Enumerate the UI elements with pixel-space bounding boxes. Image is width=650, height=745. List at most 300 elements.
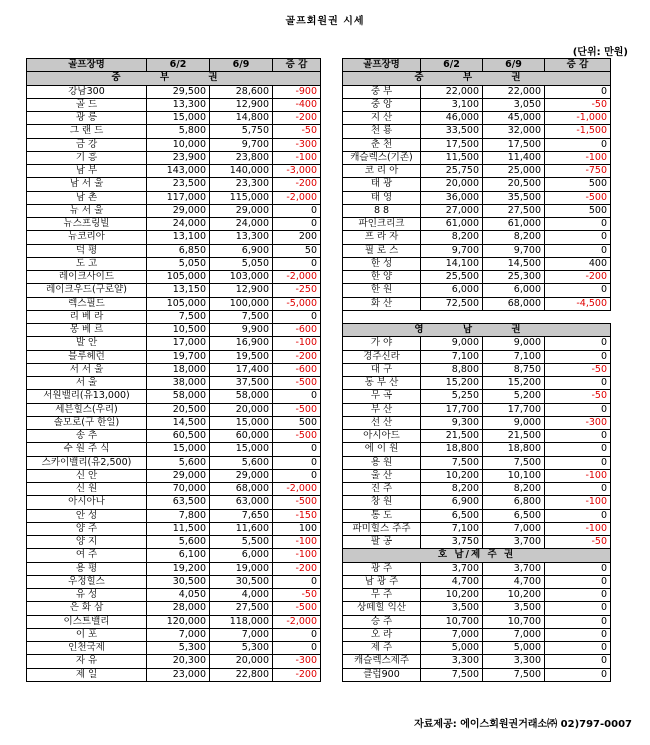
price-6-9: 29,000 [210,204,273,217]
price-6-2: 7,100 [421,522,483,535]
price-6-9: 21,500 [483,430,545,443]
price-change: -100 [273,549,321,562]
price-change: 500 [545,204,611,217]
table-row [27,483,321,496]
price-change: -500 [273,403,321,416]
price-6-9: 14,500 [483,257,545,270]
price-6-9: 20,000 [210,655,273,668]
table-row [27,231,321,244]
price-change: -1,000 [545,112,611,125]
table-row [27,218,321,231]
price-change: -600 [273,363,321,376]
price-6-9: 25,000 [483,165,545,178]
price-change: -200 [273,350,321,363]
price-6-9: 15,000 [210,443,273,456]
club-name: 지 산 [343,112,421,125]
table-row [343,244,611,257]
price-6-9: 7,500 [483,668,545,681]
price-6-2: 120,000 [147,615,210,628]
price-change: 0 [545,655,611,668]
header-date1: 6/2 [147,59,210,72]
price-6-2: 33,500 [421,125,483,138]
club-name: 광 릉 [27,112,147,125]
table-row [27,151,321,164]
price-change: -500 [273,602,321,615]
table-row [343,337,611,350]
price-change: 0 [545,642,611,655]
price-6-9: 24,000 [210,218,273,231]
table-row [343,628,611,641]
club-name: 송 추 [27,430,147,443]
price-6-9: 20,000 [210,403,273,416]
price-change: 0 [545,403,611,416]
club-name: 인천국제 [27,642,147,655]
price-6-2: 5,250 [421,390,483,403]
price-6-9: 7,000 [483,522,545,535]
price-6-2: 7,000 [147,628,210,641]
price-6-9: 7,000 [210,628,273,641]
price-6-9: 6,000 [210,549,273,562]
price-change: 0 [545,575,611,588]
price-change: -300 [273,655,321,668]
club-name: 안 성 [27,509,147,522]
club-name: 남 광 주 [343,575,421,588]
price-6-9: 5,600 [210,456,273,469]
price-6-2: 6,000 [421,284,483,297]
price-6-9: 23,300 [210,178,273,191]
table-row [343,284,611,297]
club-name: 서 서 울 [27,363,147,376]
club-name: 프 라 자 [343,231,421,244]
price-change: 500 [273,416,321,429]
price-6-9: 6,900 [210,244,273,257]
price-change: -50 [545,363,611,376]
club-name: 이 포 [27,628,147,641]
price-change: 400 [545,257,611,270]
table-row [27,350,321,363]
club-name: 선 산 [343,416,421,429]
price-6-2: 5,300 [147,642,210,655]
price-6-2: 7,800 [147,509,210,522]
club-name: 천 룡 [343,125,421,138]
price-change: -200 [273,668,321,681]
price-change: 0 [545,443,611,456]
section-label: 호 남/제 주 권 [343,549,611,562]
price-6-9: 8,750 [483,363,545,376]
table-row [27,575,321,588]
price-change: 500 [545,178,611,191]
table-row [27,549,321,562]
price-6-9: 9,900 [210,324,273,337]
table-row [27,589,321,602]
price-6-2: 11,500 [147,522,210,535]
club-name: 울 산 [343,469,421,482]
club-name: 이스트밸리 [27,615,147,628]
price-6-2: 13,100 [147,231,210,244]
table-row [27,536,321,549]
club-name: 승 주 [343,615,421,628]
price-change: 0 [273,204,321,217]
table-row [343,403,611,416]
price-change: 0 [545,589,611,602]
club-name: 태 영 [343,191,421,204]
price-6-2: 27,000 [421,204,483,217]
price-change: -100 [273,151,321,164]
section-row [343,324,611,337]
club-name: 필 로 스 [343,244,421,257]
price-change: 0 [273,575,321,588]
price-6-2: 60,500 [147,430,210,443]
price-change: -500 [273,430,321,443]
table-row [343,151,611,164]
price-table-right [342,58,611,682]
table-row [343,377,611,390]
price-6-2: 13,300 [147,98,210,111]
price-6-9: 30,500 [210,575,273,588]
price-change: 0 [545,231,611,244]
price-6-9: 19,500 [210,350,273,363]
table-row [343,456,611,469]
price-change: -600 [273,324,321,337]
club-name: 골 드 [27,98,147,111]
club-name: 몽 베 르 [27,324,147,337]
section-label: 중 부 권 [27,72,321,85]
price-6-2: 6,850 [147,244,210,257]
price-6-9: 3,700 [483,562,545,575]
price-change: -50 [273,125,321,138]
price-6-2: 22,000 [421,85,483,98]
club-name: 뉴 서 울 [27,204,147,217]
price-6-9: 12,900 [210,98,273,111]
table-row [343,271,611,284]
club-name: 한 원 [343,284,421,297]
price-6-2: 105,000 [147,297,210,310]
price-6-2: 143,000 [147,165,210,178]
price-6-9: 37,500 [210,377,273,390]
price-6-2: 24,000 [147,218,210,231]
price-6-2: 25,500 [421,271,483,284]
price-change: -2,000 [273,615,321,628]
price-6-2: 3,500 [421,602,483,615]
price-6-9: 28,600 [210,85,273,98]
price-6-9: 100,000 [210,297,273,310]
club-name: 신 안 [27,469,147,482]
price-6-9: 118,000 [210,615,273,628]
club-name: 오 라 [343,628,421,641]
club-name: 솔모로(구 한일) [27,416,147,429]
price-change: 0 [545,350,611,363]
table-row [27,138,321,151]
club-name: 경주신라 [343,350,421,363]
club-name: 레이크사이드 [27,271,147,284]
price-6-9: 103,000 [210,271,273,284]
table-row [27,496,321,509]
price-6-9: 68,000 [483,297,545,310]
club-name: 렉스필드 [27,297,147,310]
price-6-2: 25,750 [421,165,483,178]
table-row [27,178,321,191]
price-change: 0 [545,244,611,257]
price-6-9: 27,500 [483,204,545,217]
price-6-2: 6,900 [421,496,483,509]
table-row [27,522,321,535]
price-6-9: 9,700 [210,138,273,151]
price-change: -50 [273,589,321,602]
table-row [343,165,611,178]
price-change: -100 [545,522,611,535]
price-change: -2,000 [273,271,321,284]
price-6-9: 7,500 [210,310,273,323]
club-name: 클럽900 [343,668,421,681]
price-change: -50 [545,390,611,403]
price-change: 0 [273,257,321,270]
price-6-2: 8,200 [421,483,483,496]
price-change: -500 [545,191,611,204]
price-6-9: 17,700 [483,403,545,416]
table-row [27,403,321,416]
price-change: -3,000 [273,165,321,178]
section-label: 영 남 권 [343,324,611,337]
table-row [27,310,321,323]
club-name: 덕 평 [27,244,147,257]
club-name: 은 화 삼 [27,602,147,615]
table-row [343,98,611,111]
table-row [343,218,611,231]
table-row [343,602,611,615]
club-name: 블루헤런 [27,350,147,363]
table-row [27,469,321,482]
price-6-2: 3,100 [421,98,483,111]
price-6-2: 61,000 [421,218,483,231]
price-6-9: 58,000 [210,390,273,403]
price-6-9: 15,200 [483,377,545,390]
table-row [27,430,321,443]
price-change: -50 [545,98,611,111]
price-6-9: 140,000 [210,165,273,178]
price-change: 0 [545,218,611,231]
price-6-9: 12,900 [210,284,273,297]
price-6-2: 36,000 [421,191,483,204]
price-change: -4,500 [545,297,611,310]
club-name: 진 주 [343,483,421,496]
club-name: 한 성 [343,257,421,270]
price-6-2: 7,000 [421,628,483,641]
price-6-9: 22,800 [210,668,273,681]
price-table-left [26,58,321,682]
club-name: 수 원 주 식 [27,443,147,456]
club-name: 에 이 원 [343,443,421,456]
table-row [343,536,611,549]
price-6-2: 10,700 [421,615,483,628]
price-change: -50 [545,536,611,549]
price-change: -1,500 [545,125,611,138]
club-name: 광 주 [343,562,421,575]
club-name: 도 고 [27,257,147,270]
price-change: 100 [273,522,321,535]
club-name: 레이크우드(구로얄) [27,284,147,297]
table-row [343,589,611,602]
price-6-2: 13,150 [147,284,210,297]
price-change: -200 [545,271,611,284]
price-6-2: 6,100 [147,549,210,562]
club-name: 상떼힐 익산 [343,602,421,615]
price-6-9: 5,200 [483,390,545,403]
club-name: 부 산 [343,403,421,416]
price-change: -500 [273,496,321,509]
price-6-2: 7,500 [421,668,483,681]
section-row [343,549,611,562]
header-date2: 6/9 [210,59,273,72]
price-change: -750 [545,165,611,178]
table-row [343,297,611,310]
table-row [343,112,611,125]
price-6-2: 3,300 [421,655,483,668]
price-change: 0 [545,628,611,641]
price-6-9: 23,800 [210,151,273,164]
price-6-9: 10,200 [483,589,545,602]
price-6-2: 20,300 [147,655,210,668]
price-6-9: 7,000 [483,628,545,641]
club-name: 캐슬렉스(기존) [343,151,421,164]
price-change: 0 [273,310,321,323]
club-name: 대 구 [343,363,421,376]
price-6-9: 5,300 [210,642,273,655]
price-change: 0 [545,483,611,496]
table-row [343,469,611,482]
price-6-9: 3,700 [483,536,545,549]
price-6-9: 32,000 [483,125,545,138]
unit-label: (단위: 만원) [572,47,628,58]
price-6-9: 7,650 [210,509,273,522]
price-6-9: 4,000 [210,589,273,602]
price-change: 0 [545,85,611,98]
price-6-2: 15,000 [147,112,210,125]
table-row [27,363,321,376]
price-6-9: 14,800 [210,112,273,125]
club-name: 양 주 [27,522,147,535]
spacer-cell [343,310,611,323]
price-change: -2,000 [273,191,321,204]
price-6-9: 115,000 [210,191,273,204]
table-row [27,98,321,111]
price-6-9: 7,100 [483,350,545,363]
header-name: 골프장명 [27,59,147,72]
price-6-2: 7,500 [147,310,210,323]
club-name: 중 앙 [343,98,421,111]
club-name: 창 원 [343,496,421,509]
club-name: 동 부 산 [343,377,421,390]
table-row [343,430,611,443]
price-change: -250 [273,284,321,297]
price-change: -900 [273,85,321,98]
table-row [27,562,321,575]
club-name: 파인크리크 [343,218,421,231]
price-6-2: 7,500 [421,456,483,469]
table-row [27,191,321,204]
price-6-2: 58,000 [147,390,210,403]
price-change: 0 [545,284,611,297]
price-change: -100 [545,151,611,164]
club-name: 남 서 울 [27,178,147,191]
club-name: 양 지 [27,536,147,549]
table-row [343,575,611,588]
price-change: -100 [273,337,321,350]
club-name: 용 평 [27,562,147,575]
price-6-9: 8,200 [483,483,545,496]
price-change: -200 [273,178,321,191]
price-change: 0 [545,562,611,575]
table-row [27,628,321,641]
club-name: 자 유 [27,655,147,668]
price-6-2: 5,800 [147,125,210,138]
table-row [343,642,611,655]
price-change: 0 [273,218,321,231]
price-6-9: 3,500 [483,602,545,615]
price-6-2: 29,500 [147,85,210,98]
price-6-2: 17,700 [421,403,483,416]
source-credit: 자료제공: 에이스회원권거래소㈜ 02)797-0007 [414,719,632,730]
price-change: -100 [545,469,611,482]
price-6-9: 25,300 [483,271,545,284]
table-row [343,443,611,456]
table-row [27,456,321,469]
table-row [27,165,321,178]
club-name: 스카이밸리(유2,500) [27,456,147,469]
price-6-9: 4,700 [483,575,545,588]
page-title: 골프회원권 시세 [285,16,365,27]
club-name: 아시아드 [343,430,421,443]
price-6-9: 8,200 [483,231,545,244]
table-row [343,509,611,522]
price-6-9: 6,000 [483,284,545,297]
header-change: 증 감 [273,59,321,72]
price-6-2: 14,100 [421,257,483,270]
price-change: -100 [545,496,611,509]
header-change: 증 감 [545,59,611,72]
price-6-2: 46,000 [421,112,483,125]
price-6-9: 5,000 [483,642,545,655]
price-6-2: 7,100 [421,350,483,363]
price-6-9: 20,500 [483,178,545,191]
price-change: 0 [545,337,611,350]
price-6-9: 27,500 [210,602,273,615]
club-name: 중 부 [343,85,421,98]
club-name: 리 베 라 [27,310,147,323]
club-name: 남 촌 [27,191,147,204]
price-6-9: 15,000 [210,416,273,429]
price-6-2: 17,000 [147,337,210,350]
club-name: 가 야 [343,337,421,350]
price-6-2: 29,000 [147,204,210,217]
price-6-9: 19,000 [210,562,273,575]
price-change: -2,000 [273,483,321,496]
header-date1: 6/2 [421,59,483,72]
table-row [27,284,321,297]
club-name: 용 원 [343,456,421,469]
section-row [343,72,611,85]
price-change: -5,000 [273,297,321,310]
club-name: 서 울 [27,377,147,390]
price-6-2: 9,300 [421,416,483,429]
price-6-2: 23,500 [147,178,210,191]
table-row [27,615,321,628]
price-6-9: 17,500 [483,138,545,151]
table-row [27,443,321,456]
table-row [343,125,611,138]
club-name: 그 랜 드 [27,125,147,138]
price-6-2: 4,700 [421,575,483,588]
table-row [343,615,611,628]
